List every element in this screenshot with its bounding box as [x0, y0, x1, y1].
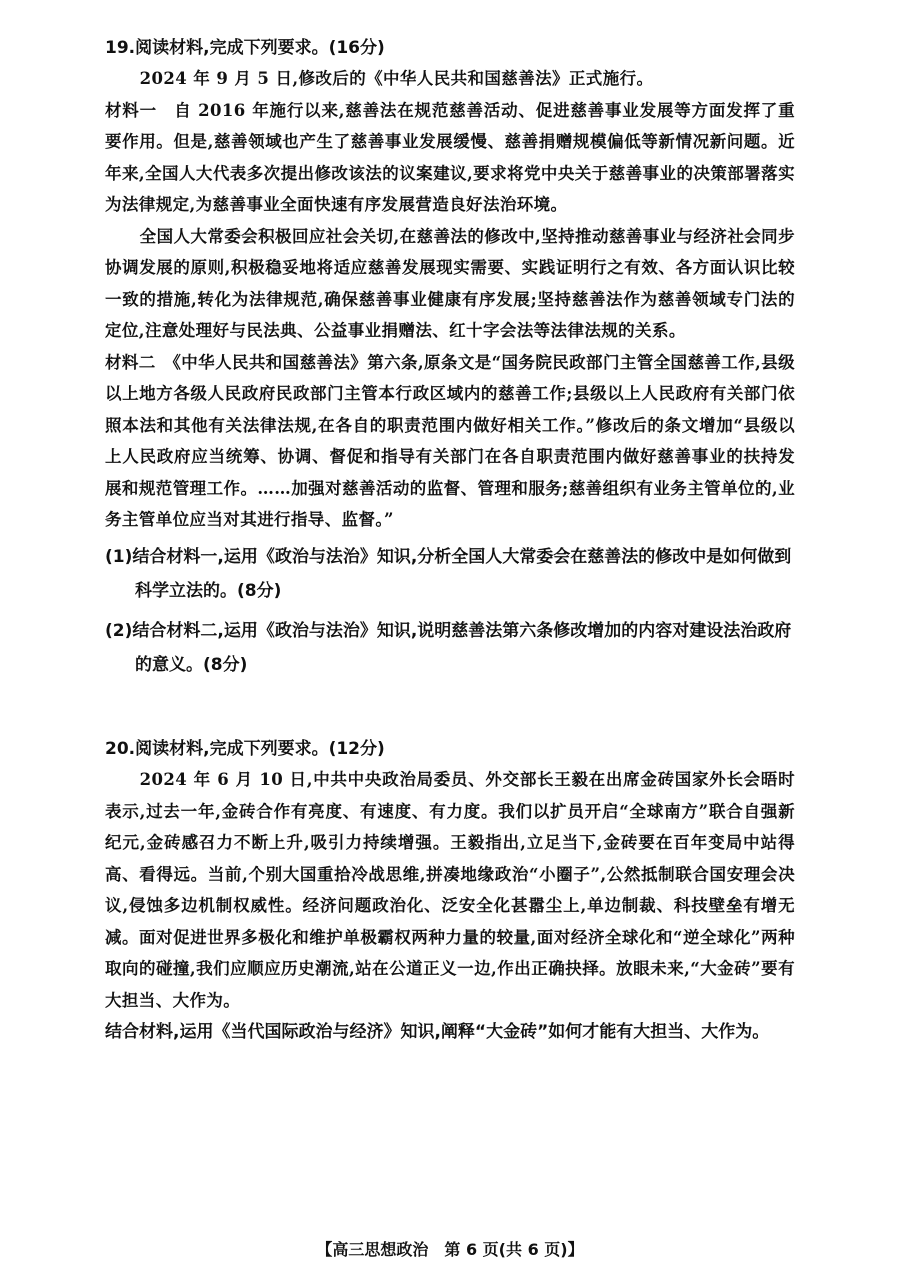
- question-20: [105, 734, 795, 1048]
- question-20-material: 2024 年 6 月 10 日,中共中央政治局委员、外交部长王毅在出席金砖国家外长会晤时表示,过去一年,金砖合作有亮度、有速度、有力度。我们以扩员开启“全球南方”联合自强新纪元,金砖感召力不断上升,吸引力持续增强。王毅指出,立足当下,金砖要在百年变局中站得高、看得远。当前,个别大国重拾冷战思维,拼凑地缘政治“小圈子”,公然抵制联合国安理会决议,侵蚀多边机制权威性。经济问题政治化、泛安全化甚嚣尘上,单边制裁、科技壁垒有增无减。面对促进世界多极化和维护单极霸权两种力量的较量,面对经济全球化和“逆全球化”两种取向的碰撞,我们应顺应历史潮流,站在公道正义一边,作出正确抉择。放眼未来,“大金砖”要有大担当、大作为。: [105, 770, 795, 1010]
- question-20-title: 20.阅读材料,完成下列要求。(12分): [105, 739, 385, 759]
- material-1-paragraph-2: 全国人大常委会积极回应社会关切,在慈善法的修改中,坚持推动慈善事业与经济社会同步协调发展的原则,积极稳妥地将适应慈善发展现实需要、实践证明行之有效、各方面认识比较一致的措施,转化为法律规范,确保慈善事业健康有序发展;坚持慈善法作为慈善领域专门法的定位,注意处理好与民法典、公益事业捐赠法、红十字会法等法律法规的关系。: [105, 226, 795, 340]
- question-19-intro: 2024 年 9 月 5 日,修改后的《中华人民共和国慈善法》正式施行。: [139, 69, 654, 88]
- material-1-text: 自 2016 年施行以来,慈善法在规范慈善活动、促进慈善事业发展等方面发挥了重要作用。但是,慈善领域也产生了慈善事业发展缓慢、慈善捐赠规模偏低等新情况新问题。近年来,全国人大代表多次提出修改该法的议案建议,要求将党中央关于慈善事业的决策部署落实为法律规定,为慈善事业全面快速有序发展营造良好法治环境。: [105, 100, 795, 214]
- question-19-sub-2: (2)结合材料二,运用《政治与法治》知识,说明慈善法第六条修改增加的内容对建设法治政府的意义。(8分): [105, 620, 792, 675]
- page-footer: 【高三思想政治 第 6 页(共 6 页)】: [316, 1240, 584, 1259]
- material-2-label: 材料二: [105, 352, 156, 372]
- material-2-text: 《中华人民共和国慈善法》第六条,原条文是“国务院民政部门主管全国慈善工作,县级以上地方各级人民政府民政部门主管本行政区域内的慈善工作;县级以上人民政府有关部门依照本法和其他有关法律法规,在各自的职责范围内做好相关工作。”修改后的条文增加“县级以上人民政府应当统筹、协调、督促和指导有关部门在各自职责范围内做好慈善事业的扶持发展和规范管理工作。……加强对慈善活动的监督、管理和服务;慈善组织有业务主管单位的,业务主管单位应当对其进行指导、监督。”: [105, 352, 795, 529]
- question-19: [105, 33, 795, 682]
- material-2-paragraph: [105, 347, 795, 536]
- question-19-title: 19.阅读材料,完成下列要求。(16分): [105, 38, 385, 58]
- material-1-label: 材料一: [105, 100, 157, 120]
- question-20-prompt: 结合材料,运用《当代国际政治与经济》知识,阐释“大金砖”如何才能有大担当、大作为。: [105, 1022, 770, 1042]
- question-19-sub-1: (1)结合材料一,运用《政治与法治》知识,分析全国人大常委会在慈善法的修改中是如何做到科学立法的。(8分): [105, 546, 792, 601]
- material-1-paragraph: [105, 95, 795, 221]
